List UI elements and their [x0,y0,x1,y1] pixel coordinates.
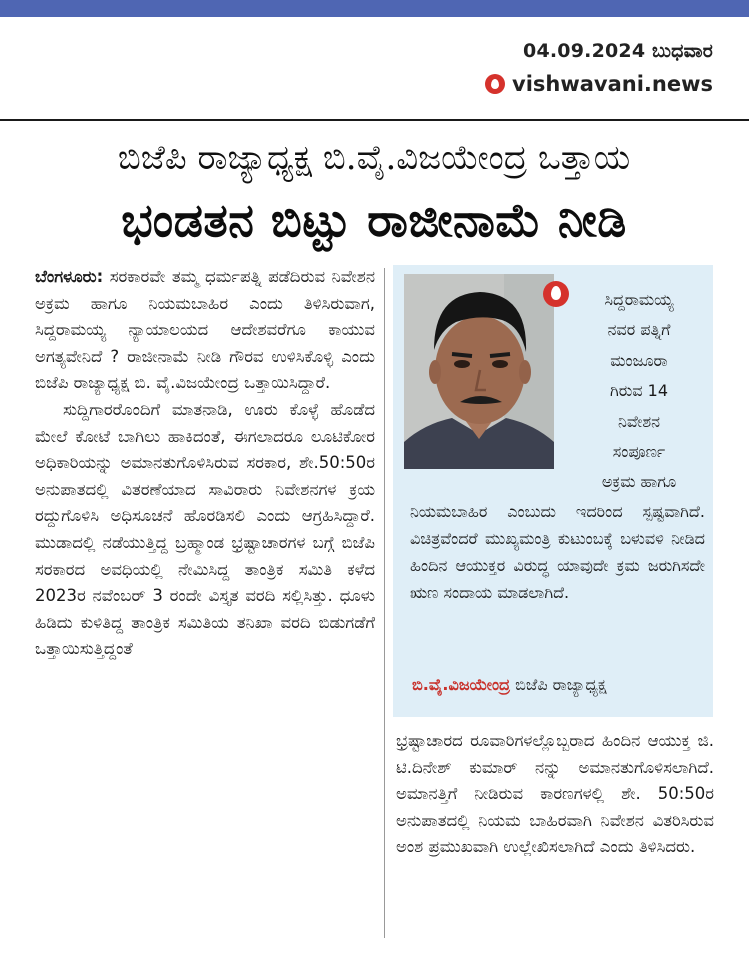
byline-role: ಬಿಜೆಪಿ ರಾಜ್ಯಾಧ್ಯಕ್ಷ [510,675,607,694]
quote-line: ಮಂಜೂರಾ [610,350,668,370]
quote-drop-icon [543,281,569,307]
article-left-column [35,264,375,663]
quote-line: ಸಂಪೂರ್ಣ [612,442,666,462]
site-credit [485,72,713,96]
article-paragraph-2: ಸುದ್ದಿಗಾರರೊಂದಿಗೆ ಮಾತನಾಡಿ, ಊರು ಕೊಳ್ಳೆ ಹೊಡೆದ ಮೇಲೆ ಕೋಟೆ ಬಾಗಿಲು ಹಾಕಿದಂತೆ, ಈಗಲಾದರೂ ಲೂಟಿಕೋರ ಅಧಿಕಾರಿಯನ್ನು ಅಮಾನತುಗೊಳಿಸಿರುವ ಸರಕಾರ, ಶೇ.50:50ರ ಅನುಪಾತದಲ್ಲಿ ವಿತರಣೆಯಾದ ಸಾವಿರಾರು ನಿವೇಶನಗಳ ಕ್ರಯ ರದ್ದುಗೊಳಿಸಿ ಅಧಿಸೂಚನೆ ಹೊರಡಿಸಲಿ ಎಂದು ಆಗ್ರಹಿಸಿದ್ದಾರೆ. ಮುಡಾದಲ್ಲಿ ನಡೆಯುತ್ತಿದ್ದ ಬ್ರಹ್ಮಾಂಡ ಭ್ರಷ್ಟಾಚಾರಗಳ ಬಗ್ಗೆ ಬಿಜೆಪಿ ಸರಕಾರದ ಅವಧಿಯಲ್ಲಿ ನೇಮಿಸಿದ್ದ ತಾಂತ್ರಿಕ ಸಮಿತಿ ಕಳೆದ 2023ರ ನವೆಂಬರ್ 3 ರಂದೇ ವಿಸ್ತೃತ ವರದಿ ಸಲ್ಲಿಸಿತ್ತು. ಧೂಳು ಹಿಡಿದು ಕುಳಿತಿದ್ದ ತಾಂತ್ರಿಕ ಸಮಿತಿಯ ತನಿಖಾ ವರದಿ ಬಿಡುಗಡೆಗೆ ಒತ್ತಾಯಿಸುತ್ತಿದ್ದಂತೆ [35,399,375,659]
quote-byline [412,675,607,695]
quote-line: ಗಿರುವ 14 [609,381,669,401]
dateline: ಬೆಂಗಳೂರು: [35,267,104,286]
header-rule [0,119,749,121]
kicker: ಬಿಜೆಪಿ ರಾಜ್ಯಾಧ್ಯಕ್ಷ ಬಿ.ವೈ.ವಿಜಯೇಂದ್ರ ಒತ್ತಾಯ [117,138,631,178]
quote-continuation: ನಿಯಮಬಾಹಿರ ಎಂಬುದು ಇದರಿಂದ ಸ್ಪಷ್ಟವಾಗಿದೆ. ವಿಚಿತ್ರವೆಂದರೆ ಮುಖ್ಯಮಂತ್ರಿ ಕುಟುಂಬಕ್ಕೆ ಬಳುವಳಿ ನೀಡಿದ ಹಿಂದಿನ ಆಯುಕ್ತರ ವಿರುದ್ಧ ಯಾವುದೇ ಕ್ರಮ ಜರುಗಿಸದೇ ಋಣ ಸಂದಾಯ ಮಾಡಲಾಗಿದೆ. [410,502,705,602]
headline: ಭಂಡತನ ಬಿಟ್ಟು ರಾಜೀನಾಮೆ ನೀಡಿ [121,193,627,247]
article-paragraph-1 [35,264,375,397]
quote-line: ನವರ ಪತ್ನಿಗೆ [607,320,671,340]
site-name: vishwavani.news [512,72,713,96]
byline-name: ಬಿ.ವೈ.ವಿಜಯೇಂದ್ರ [412,675,511,694]
masthead-meta [485,40,713,96]
publication-date: 04.09.2024 ಬುಧವಾರ [523,40,713,62]
portrait-photo [404,274,554,469]
vishwavani-logo-icon [485,74,505,94]
quote-line: ಅಕ್ರಮ ಹಾಗೂ [601,472,677,492]
quote-lines [568,285,710,498]
quote-line: ನಿವೇಶನ [617,411,661,431]
article-right-column: ಭ್ರಷ್ಟಾಚಾರದ ರೂವಾರಿಗಳಲ್ಲೊಬ್ಬರಾದ ಹಿಂದಿನ ಆಯುಕ್ತ ಜಿ. ಟಿ.ದಿನೇಶ್ ಕುಮಾರ್ ನನ್ನು ಅಮಾನತುಗೊಳಿಸಲಾಗಿದೆ. ಅಮಾನತ್ತಿಗೆ ನೀಡಿರುವ ಕಾರಣಗಳಲ್ಲಿ ಶೇ. 50:50ರ ಅನುಪಾತದಲ್ಲಿ ನಿಯಮ ಬಾಹಿರವಾಗಿ ನಿವೇಶನ ವಿತರಿಸಿರುವ ಅಂಶ ಪ್ರಮುಖವಾಗಿ ಉಲ್ಲೇಖಿಸಲಾಗಿದೆ ಎಂದು ತಿಳಿಸಿದರು. [396,731,714,857]
quote-line: ಸಿದ್ದರಾಮಯ್ಯ [604,290,674,309]
article-paragraph-1-text: ಸರಕಾರವೇ ತಮ್ಮ ಧರ್ಮಪತ್ನಿ ಪಡೆದಿರುವ ನಿವೇಶನ ಅಕ್ರಮ ಹಾಗೂ ನಿಯಮಬಾಹಿರ ಎಂದು ತಿಳಿಸಿರುವಾಗ, ಸಿದ್ದರಾಮಯ್ಯ ನ್ಯಾಯಾಲಯದ ಆದೇಶವರೆಗೂ ಕಾಯುವ ಅಗತ್ಯವೇನಿದೆ ? ರಾಜೀನಾಮೆ ನೀಡಿ ಗೌರವ ಉಳಿಸಿಕೊಳ್ಳಿ ಎಂದು ಬಿಜೆಪಿ ರಾಜ್ಯಾಧ್ಯಕ್ಷ ಬಿ. ವೈ.ವಿಜಯೇಂದ್ರ ಒತ್ತಾಯಿಸಿದ್ದಾರೆ. [35,267,375,393]
top-color-bar [0,0,749,17]
column-divider [384,268,385,938]
portrait-illustration [404,274,554,469]
